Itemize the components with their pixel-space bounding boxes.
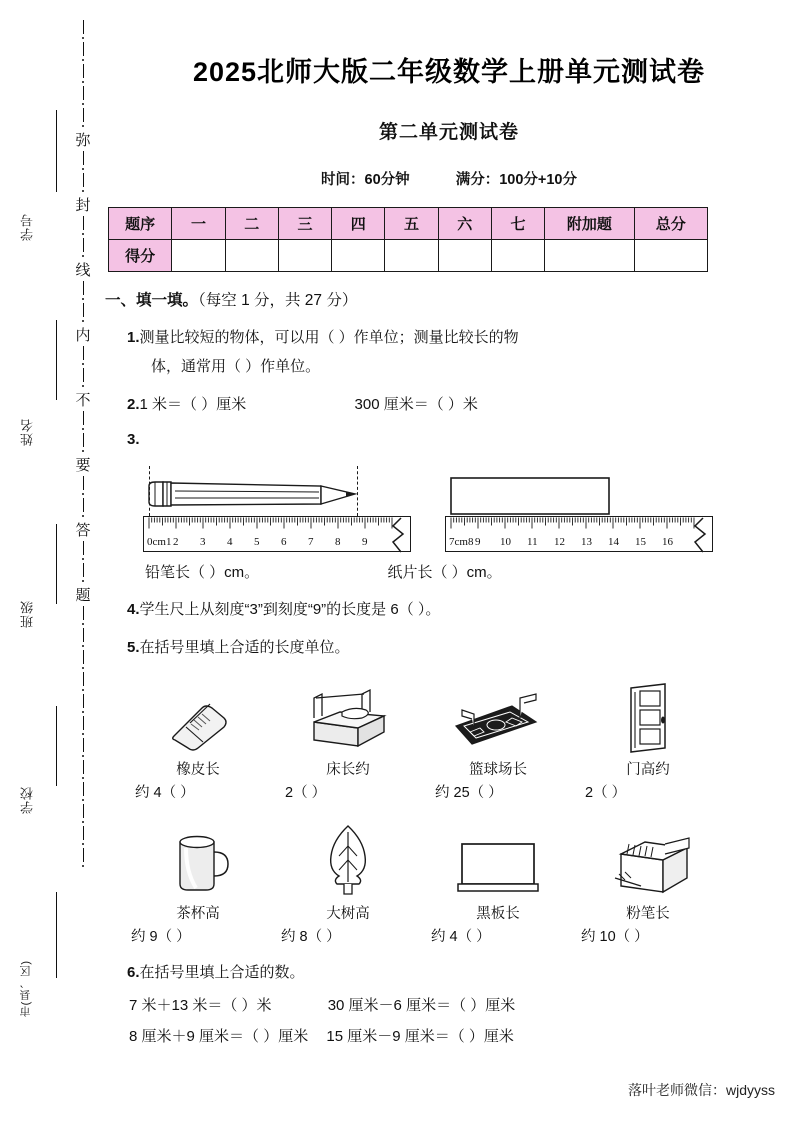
seal-dash-segment [83,672,84,686]
measure-guide-end-left [357,466,358,516]
question-1 [127,323,793,382]
picture-item-eraser [123,676,273,802]
seal-dash-segment [83,20,84,34]
picture-item-blackboard [423,820,573,946]
seal-dash-char-0: 弥 [75,132,91,149]
picture-caption: 篮球场长 [469,761,527,778]
seal-dash-segment [83,368,84,382]
seal-label-xuexiao: 学校 [20,786,35,814]
picture-blank: 约 9（ ） [131,928,191,945]
picture-item-door [573,676,723,802]
question-4-text: 学生尺上从刻度“3”到刻度“9”的长度是 6（ ）。 [139,601,441,619]
ruler-tick-label: 9 [362,536,368,548]
seal-dash-segment [83,216,84,230]
question-2-left: 1 米＝（ ）厘米 [139,395,247,413]
paper-strip-icon [445,472,721,516]
seal-dash-dot [82,667,84,669]
seal-dash-segment [83,433,84,447]
seal-dash-dot [82,81,84,83]
score-col-2: 二 [225,208,278,240]
score-col-3: 三 [278,208,331,240]
seal-dash-dot [82,515,84,517]
seal-dash-segment [83,563,84,577]
score-row-label-defen: 得分 [109,240,172,272]
seal-dash-segment [83,64,84,78]
blackboard-icon [423,820,573,898]
question-6-row1-right: 30 厘米－6 厘米＝（ ）厘米 [327,997,516,1014]
exam-full-marks: 满分：100分+10分 [455,172,577,188]
seal-dash-dot [82,363,84,365]
picture-caption: 粉笔长 [626,905,670,922]
seal-dash-dot [82,865,84,867]
question-1-line-2: 体，通常用（ ）作单位。 [151,358,321,376]
score-cell-7[interactable] [491,240,544,272]
seal-dash-dot [82,843,84,845]
picture-caption: 门高约 [626,761,670,778]
ruler-tick-label: 15 [635,536,646,548]
picture-caption: 大树高 [326,905,370,922]
picture-blank: 2（ ） [285,784,327,801]
page-subtitle: 第二单元测试卷 [378,122,519,143]
sealing-dashed-line [70,20,96,1100]
question-3 [127,425,793,454]
score-cell-1[interactable] [172,240,225,272]
seal-dash-dot [82,580,84,582]
seal-rule-3 [56,524,57,604]
question-6-row1-left: 7 米＋13 米＝（ ）米 [129,997,272,1014]
ruler-tick-label: 12 [554,536,565,548]
seal-dash-dot [82,190,84,192]
seal-dash-char-3: 内 [75,327,91,344]
seal-label-banji: 班级 [20,600,35,628]
question-6-row-2 [129,1022,793,1051]
seal-dash-segment [83,238,84,252]
seal-dash-dot [82,255,84,257]
question-3-answer-right: 纸片长（ ）cm。 [387,564,502,581]
seal-dash-segment [83,86,84,100]
score-cell-extra[interactable] [545,240,634,272]
picture-blank: 约 8（ ） [281,928,341,945]
seal-label-shixianqu: 市(县、区) [20,960,32,1018]
ruler-left-break-icon [387,516,413,556]
seal-dash-segment [83,606,84,620]
seal-dash-segment [83,804,84,818]
bed-icon [273,676,423,754]
question-5-picture-grid [123,676,793,946]
ruler-tick-label: 7 [308,536,314,548]
score-table-value-row [109,240,708,272]
seal-dash-segment [83,411,84,425]
sealing-margin [0,0,100,1122]
score-cell-6[interactable] [438,240,491,272]
picture-blank: 2（ ） [585,784,627,801]
question-6 [127,958,793,987]
seal-dash-dot [82,755,84,757]
seal-dash-dot [82,450,84,452]
picture-caption: 橡皮长 [176,761,220,778]
seal-dash-segment [83,281,84,295]
picture-caption: 黑板长 [476,905,520,922]
picture-blank: 约 10（ ） [581,928,649,945]
ruler-tick-label: 10 [500,536,511,548]
tree-icon [273,820,423,898]
question-2-right: 300 厘米＝（ ）米 [354,395,478,413]
question-5-number: 5. [127,638,140,656]
picture-blank: 约 25（ ） [435,784,503,801]
seal-dash-segment [83,541,84,555]
watermark: 落叶老师微信：wjdyyss [627,1082,775,1098]
ruler-tick-label: 3 [200,536,206,548]
ruler-tick-label: 5 [254,536,260,548]
seal-dash-segment [83,303,84,317]
seal-dash-char-2: 线 [75,262,91,279]
ruler-right-break-icon [689,516,715,556]
seal-dash-segment [83,108,84,122]
basketball-court-icon [423,676,573,754]
score-row-label-tixu: 题序 [109,208,172,240]
section-1-title: 一、填一填。 [105,292,199,309]
question-3-answer-left: 铅笔长（ ）cm。 [145,564,260,581]
seal-dash-dot [82,168,84,170]
ruler-tick-label: 13 [581,536,592,548]
picture-caption: 床长约 [326,761,370,778]
ruler-left-start-label: 0cm1 [147,536,172,548]
seal-dash-segment [83,694,84,708]
picture-row-2 [123,820,793,946]
ruler-right-start-label: 7cm8 [449,536,474,548]
exam-sheet [105,0,793,1122]
score-cell-4[interactable] [332,240,385,272]
question-1-number: 1. [127,329,140,346]
seal-dash-dot [82,777,84,779]
ruler-tick-label: 14 [608,536,619,548]
seal-dash-segment [83,848,84,862]
seal-dash-dot [82,298,84,300]
seal-dash-segment [83,42,84,56]
chalk-box-icon [573,820,723,898]
mug-icon [123,820,273,898]
question-1-line-1: 测量比较短的物体，可以用（ ）作单位；测量比较长的物 [139,329,519,346]
picture-blank: 约 4（ ） [135,784,195,801]
question-6-row-1 [129,991,793,1020]
page-title: 2025北师大版二年级数学上册单元测试卷 [192,57,706,87]
exam-time: 时间：60分钟 [321,172,410,188]
ruler-tick-label: 6 [281,536,287,548]
seal-dash-segment [83,826,84,840]
seal-dash-segment [83,498,84,512]
score-col-5: 五 [385,208,438,240]
score-col-4: 四 [332,208,385,240]
question-6-number: 6. [127,963,140,981]
section-1-heading [105,288,793,310]
seal-dash-segment [83,151,84,165]
seal-label-group [18,0,58,1122]
score-col-total: 总分 [634,208,707,240]
seal-dash-dot [82,385,84,387]
seal-rule-2 [56,320,57,400]
picture-item-chalk-box [573,820,723,946]
ruler-tick-label: 16 [662,536,673,548]
question-4-number: 4. [127,601,140,619]
seal-dash-segment [83,738,84,752]
picture-caption: 茶杯高 [176,905,220,922]
seal-dash-char-7: 题 [75,587,91,604]
seal-dash-dot [82,711,84,713]
score-col-6: 六 [438,208,491,240]
seal-dash-char-6: 答 [75,522,91,539]
picture-item-mug [123,820,273,946]
score-table [108,207,708,272]
seal-dash-dot [82,799,84,801]
question-2-number: 2. [127,395,140,413]
score-cell-total[interactable] [634,240,707,272]
seal-dash-segment [83,476,84,490]
section-1-scoring: （每空 1 分，共 27 分） [198,292,358,309]
seal-dash-char-5: 要 [75,457,91,474]
seal-dash-dot [82,493,84,495]
question-4 [127,595,793,624]
picture-item-basketball-court [423,676,573,802]
seal-dash-segment [83,782,84,796]
eraser-icon [123,676,273,754]
measure-guide-start-left [149,466,150,516]
seal-dash-segment [83,716,84,730]
score-col-7: 七 [491,208,544,240]
seal-dash-segment [83,346,84,360]
score-col-1: 一 [172,208,225,240]
seal-dash-dot [82,103,84,105]
seal-dash-segment [83,628,84,642]
door-icon [573,676,723,754]
seal-dash-dot [82,733,84,735]
ruler-tick-label: 11 [527,536,538,548]
seal-rule-1 [56,110,57,192]
question-6-row2-right: 15 厘米－9 厘米＝（ ）厘米 [326,1028,514,1046]
pencil-icon [141,472,411,514]
question-6-text: 在括号里填上合适的数。 [139,963,305,981]
score-cell-5[interactable] [385,240,438,272]
seal-dash-dot [82,689,84,691]
seal-dash-dot [82,320,84,322]
picture-item-tree [273,820,423,946]
question-2 [127,390,793,419]
ruler-tick-label: 2 [173,536,179,548]
ruler-tick-label: 8 [335,536,341,548]
seal-dash-dot [82,623,84,625]
seal-dash-dot [82,125,84,127]
seal-dash-dot [82,645,84,647]
question-5-text: 在括号里填上合适的长度单位。 [139,638,350,656]
question-3-answers [145,558,793,587]
seal-dash-dot [82,59,84,61]
exam-meta [105,168,793,189]
question-6-row2-left: 8 厘米＋9 厘米＝（ ）厘米 [129,1028,309,1046]
seal-dash-segment [83,173,84,187]
seal-dash-char-4: 不 [75,392,91,409]
score-cell-2[interactable] [225,240,278,272]
question-3-figures [127,464,793,556]
score-cell-3[interactable] [278,240,331,272]
seal-dash-dot [82,558,84,560]
picture-blank: 约 4（ ） [431,928,491,945]
seal-dash-segment [83,650,84,664]
question-3-number: 3. [127,430,140,448]
score-col-extra: 附加题 [545,208,634,240]
seal-dash-char-1: 封 [75,197,91,214]
score-table-header-row [109,208,708,240]
question-5 [127,633,793,662]
ruler-tick-label: 4 [227,536,233,548]
seal-dash-segment [83,760,84,774]
seal-rule-4 [56,706,57,786]
seal-dash-dot [82,37,84,39]
seal-dash-dot [82,428,84,430]
ruler-tick-label: 9 [475,536,481,548]
seal-label-xuehao: 学号 [20,213,35,241]
picture-row-1 [123,676,793,802]
seal-dash-dot [82,233,84,235]
seal-label-xingming: 姓名 [20,418,35,446]
picture-item-bed [273,676,423,802]
seal-dash-dot [82,821,84,823]
